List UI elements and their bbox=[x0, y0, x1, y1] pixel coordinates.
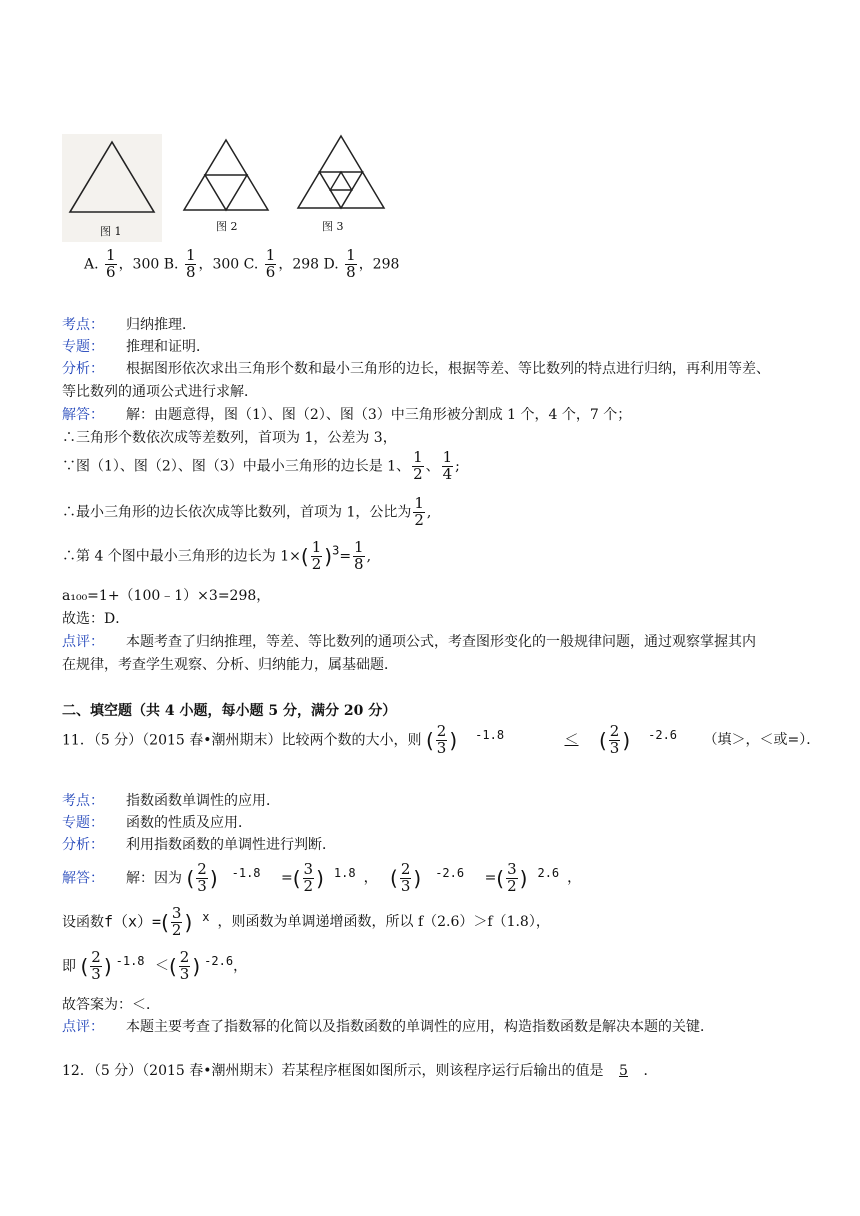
option-d-fraction: $\frac{1}{8}$ bbox=[346, 246, 356, 281]
q10-kaodian: 考点： 归纳推理． bbox=[62, 317, 196, 333]
q11-answer-blank: ＜ bbox=[564, 732, 579, 749]
q11-kaodian: 考点： 指数函数单调性的应用． bbox=[62, 793, 280, 809]
q12-stem: 12．（5 分）（2015 春•潮州期末）若某程序框图如图所示，则该程序运行后输出的值是 5 ． bbox=[62, 1063, 658, 1079]
q10-fenxi-cont: 等比数列的通项公式进行求解． bbox=[62, 384, 258, 400]
option-c-fraction: $\frac{1}{6}$ bbox=[265, 246, 276, 281]
triangle-figure-2 bbox=[178, 134, 274, 218]
option-a-fraction: $\frac{1}{6}$ bbox=[106, 246, 116, 281]
q10-jieda-line6: a₁₀₀=1+（100﹣1）×3=298， bbox=[62, 588, 271, 604]
q10-fenxi: 分析： 根据图形依次求出三角形个数和最小三角形的边长，根据等差、等比数列的特点进行归纳，再利用等差、 bbox=[62, 361, 770, 377]
option-b-fraction: $\frac{1}{8}$ bbox=[185, 246, 196, 281]
q11-jieda-line2: 设函数f（x）=( $\frac{3}{2}$ ) $^x$ ，则函数为单调递增函数，所以 f（2.6）＞f（1.8）， bbox=[62, 904, 550, 939]
q10-jieda: 解答： 解：由题意得，图（1）、图（2）、图（3）中三角形被分割成 1 个，4 个，7 个； bbox=[62, 407, 632, 423]
q12-answer-blank: 5 bbox=[619, 1063, 628, 1079]
q11-jieda-line4: 故答案为：＜． bbox=[62, 997, 160, 1013]
figure-2 bbox=[178, 134, 274, 238]
q10-jieda-line5: ∴第 4 个图中最小三角形的边长为 1×( $\frac{1}{2}$ )$^3$= $\frac{1}{8}$ , bbox=[62, 538, 372, 573]
q11-stem: 11．（5 分）（2015 春•潮州期末）比较两个数的大小，则 ( $\frac{2}{3}$ ) $^{-1.8}$ ＜ ( $\frac{2}{3}$ ) $^{-2.6}$ （填＞，＜或=）． bbox=[62, 722, 821, 757]
q11-dianping: 点评： 本题主要考查了指数幂的化简以及指数函数的单调性的应用，构造指数函数是解决本题的关键． bbox=[62, 1019, 714, 1035]
figure-1 bbox=[62, 134, 162, 242]
figure-1-caption: 图 1 bbox=[100, 225, 122, 238]
triangle-figure-3 bbox=[292, 132, 390, 214]
triangle-figure-1 bbox=[62, 134, 162, 224]
q11-jieda-line3: 即 ( $\frac{2}{3}$ ) $^{-1.8}$ ＜( $\frac{2}{3}$ ) $^{-2.6}$， bbox=[62, 948, 248, 983]
q10-jieda-line4: ∴最小三角形的边长依次成等比数列，首项为 1，公比为 $\frac{1}{2}$ , bbox=[62, 494, 432, 529]
q11-zhuanti: 专题： 函数的性质及应用． bbox=[62, 815, 252, 831]
q11-jieda-line1: 解答： 解：因为 ( $\frac{2}{3}$ ) $^{-1.8}$ =( $\frac{3}{2}$ ) $^{1.8}$ ， ( $\frac{2}{3}$ ) $^{-2.6}$ =( $\frac{3}{2}$ ) $^{2.6}$ ， bbox=[62, 860, 582, 895]
figure-2-caption: 图 2 bbox=[216, 220, 238, 233]
figure-3-caption: 图 3 bbox=[322, 220, 344, 233]
figure-3 bbox=[292, 132, 390, 238]
section-title: 二、填空题（共 4 小题，每小题 5 分，满分 20 分） bbox=[62, 703, 397, 719]
q10-options: A. $\frac{1}{6}$ ，300 B. $\frac{1}{8}$ ，300 C. $\frac{1}{6}$ ，298 D. $\frac{1}{8}$ ，298 bbox=[84, 246, 400, 281]
q10-dianping: 点评： 本题考查了归纳推理，等差、等比数列的通项公式，考查图形变化的一般规律问题，通过观察掌握其内 bbox=[62, 634, 756, 650]
q10-jieda-line3: ∵图（1）、图（2）、图（3）中最小三角形的边长是 1、 $\frac{1}{2}$ 、 $\frac{1}{4}$ ; bbox=[62, 448, 460, 483]
q10-dianping-cont: 在规律，考查学生观察、分析、归纳能力，属基础题． bbox=[62, 657, 398, 673]
q10-jieda-line2: ∴三角形个数依次成等差数列，首项为 1，公差为 3， bbox=[62, 430, 397, 446]
q10-zhuanti: 专题： 推理和证明． bbox=[62, 339, 210, 355]
q10-jieda-line7: 故选：D． bbox=[62, 611, 130, 627]
q11-fenxi: 分析： 利用指数函数的单调性进行判断． bbox=[62, 837, 336, 853]
